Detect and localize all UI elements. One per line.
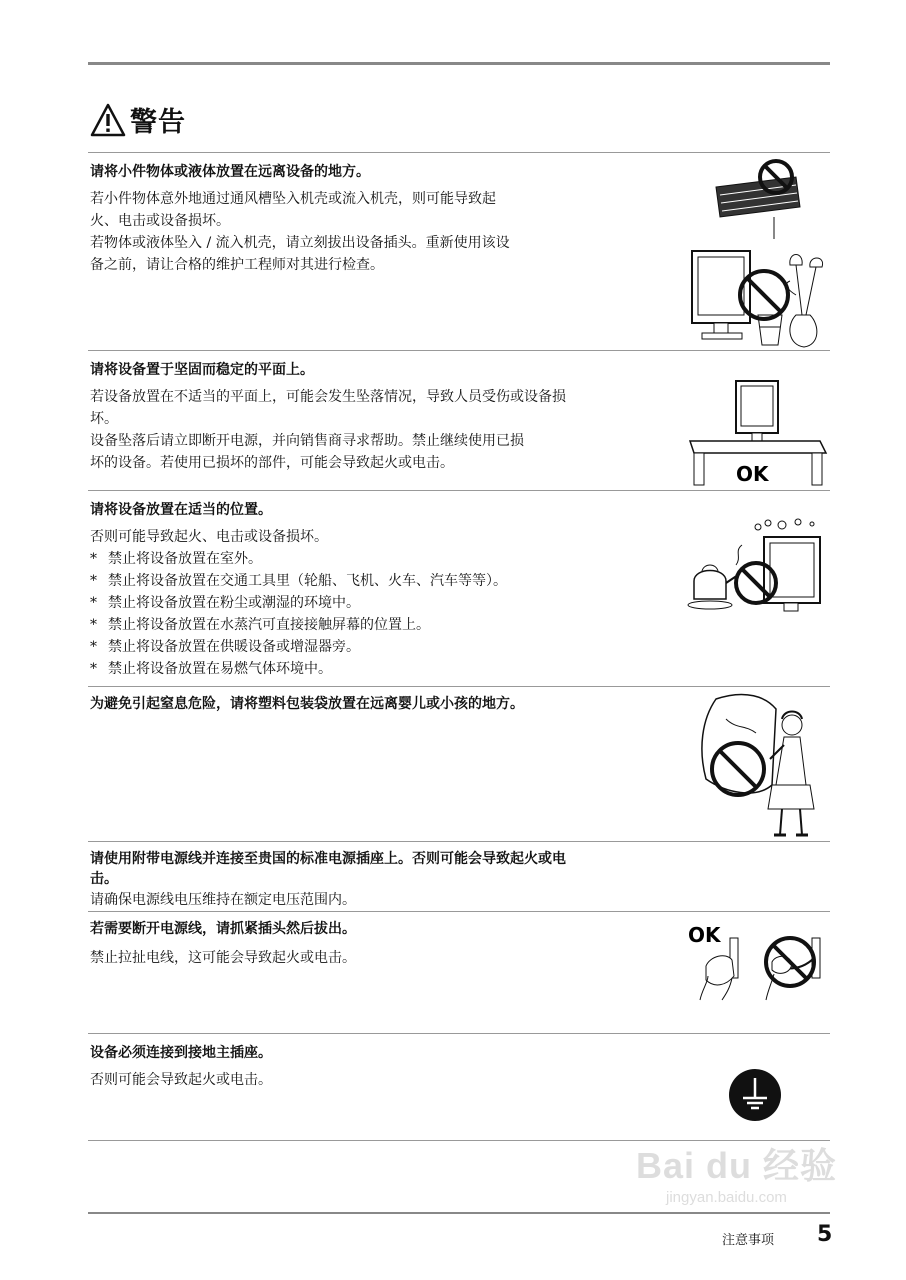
section-title-cont: 击。 <box>90 871 118 887</box>
section-body <box>90 947 356 969</box>
body-line: 若小件物体意外地通过通风槽坠入机壳或流入机壳，则可能导致起 <box>90 191 496 207</box>
section-proper-location <box>88 490 830 686</box>
bullet-marker: * <box>90 661 97 677</box>
section-unplug <box>88 911 830 1033</box>
list-item <box>90 570 507 592</box>
list-item <box>90 658 507 680</box>
bullet-text: 禁止将设备放置在水蒸汽可直接接触屏幕的位置上。 <box>108 617 430 633</box>
section-title: 请将设备放置在适当的位置。 <box>90 502 272 518</box>
bullet-text: 禁止将设备放置在粉尘或潮湿的环境中。 <box>108 595 360 611</box>
body-line: 否则可能导致起火、电击或设备损坏。 <box>90 529 328 545</box>
section-title: 设备必须连接到接地主插座。 <box>90 1045 272 1061</box>
section-title: 请将小件物体或液体放置在远离设备的地方。 <box>90 164 370 180</box>
section-power-cord <box>88 841 830 911</box>
warning-triangle-icon <box>90 103 126 137</box>
bullet-marker: * <box>90 551 97 567</box>
body-line: 坏的设备。若使用已损坏的部件，可能会导致起火或电击。 <box>90 455 454 471</box>
list-item <box>90 614 507 636</box>
bottom-rule <box>88 1212 830 1214</box>
bullet-text: 禁止将设备放置在易燃气体环境中。 <box>108 661 332 677</box>
section-plastic-bag <box>88 686 830 841</box>
body-line: 坏。 <box>90 411 118 427</box>
steam-kettle-illustration <box>686 517 830 617</box>
baidu-watermark <box>636 1138 837 1206</box>
ok-label: OK <box>688 923 721 947</box>
list-item <box>90 592 507 614</box>
warning-heading <box>90 100 186 139</box>
section-body <box>90 386 566 474</box>
page-title: 警告 <box>130 107 186 138</box>
top-rule <box>88 62 830 65</box>
bullet-marker: * <box>90 573 97 589</box>
body-line: 备之前，请让合格的维护工程师对其进行检查。 <box>90 257 384 273</box>
page-number: 5 <box>817 1222 833 1247</box>
bullet-marker: * <box>90 617 97 633</box>
child-plastic-bag-illustration <box>696 689 830 841</box>
section-title: 请将设备置于坚固而稳定的平面上。 <box>90 362 314 378</box>
ok-label: OK <box>736 462 769 486</box>
section-stable-surface <box>88 350 830 490</box>
watermark-url: jingyan.baidu.com <box>666 1189 787 1206</box>
section-title: 请使用附带电源线并连接至贵国的标准电源插座上。否则可能会导致起火或电 <box>90 851 566 867</box>
bullet-text: 禁止将设备放置在交通工具里（轮船、飞机、火车、汽车等等）。 <box>108 573 507 589</box>
bullet-text: 禁止将设备放置在室外。 <box>108 551 262 567</box>
list-item <box>90 636 507 658</box>
body-line: 若设备放置在不适当的平面上，可能会发生坠落情况，导致人员受伤或设备损 <box>90 389 566 405</box>
section-small-objects <box>88 152 830 350</box>
section-body <box>90 1069 272 1091</box>
body-line: 火、电击或设备损坏。 <box>90 213 230 229</box>
body-line: 若物体或液体坠入 / 流入机壳，请立刻拔出设备插头。重新使用该设 <box>90 235 510 251</box>
section-body <box>90 526 507 680</box>
bullet-list <box>90 548 507 680</box>
section-title: 为避免引起窒息危险，请将塑料包装袋放置在远离婴儿或小孩的地方。 <box>90 696 524 712</box>
ground-icon <box>728 1068 782 1122</box>
section-title: 若需要断开电源线，请抓紧插头然后拔出。 <box>90 921 356 937</box>
footer-section-label: 注意事项 <box>722 1233 775 1248</box>
bullet-marker: * <box>90 639 97 655</box>
objects-liquid-illustration <box>688 155 830 350</box>
bullet-marker: * <box>90 595 97 611</box>
table-monitor-illustration <box>686 377 830 489</box>
section-grounding <box>88 1033 830 1141</box>
section-body <box>90 188 510 276</box>
unplug-illustration <box>686 916 830 1008</box>
body-line: 否则可能会导致起火或电击。 <box>90 1072 272 1088</box>
section-body <box>90 889 356 911</box>
list-item <box>90 548 507 570</box>
body-line: 设备坠落后请立即断开电源，并向销售商寻求帮助。禁止继续使用已损 <box>90 433 524 449</box>
body-line: 请确保电源线电压维持在额定电压范围内。 <box>90 892 356 908</box>
bullet-text: 禁止将设备放置在供暖设备或增湿器旁。 <box>108 639 360 655</box>
body-line: 禁止拉扯电线，这可能会导致起火或电击。 <box>90 950 356 966</box>
watermark-brand: Bai du 经验 <box>636 1145 838 1186</box>
